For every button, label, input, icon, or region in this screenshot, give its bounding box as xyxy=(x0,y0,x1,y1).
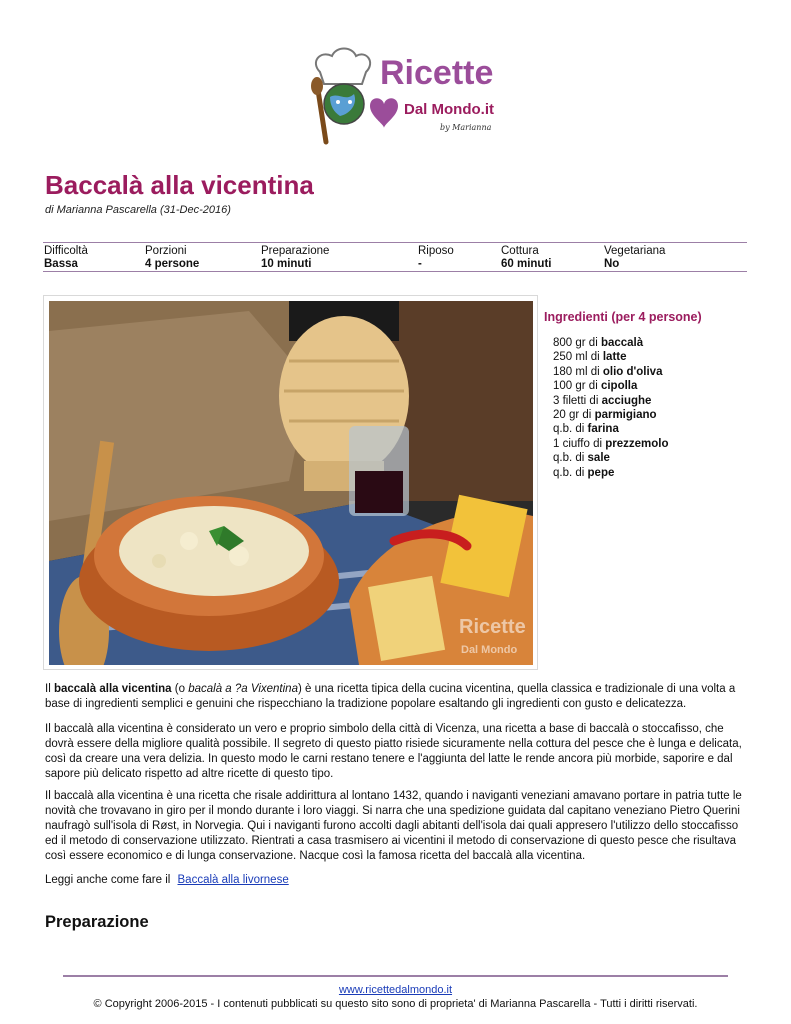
preparation-heading: Preparazione xyxy=(45,913,149,931)
ingredient-item: 1 ciuffo di prezzemolo xyxy=(553,437,669,450)
info-label: Porzioni xyxy=(145,245,187,257)
info-cook-time xyxy=(501,245,551,271)
logo-graphic xyxy=(300,42,500,152)
footer-site-link[interactable]: www.ricettedalmondo.it xyxy=(338,984,453,996)
related-recipe-link[interactable]: Baccalà alla livornese xyxy=(177,874,289,886)
info-vegetarian xyxy=(604,245,665,271)
footer-divider xyxy=(63,975,728,977)
info-label: Vegetariana xyxy=(604,245,666,257)
photo-watermark-line1: Ricette xyxy=(459,616,526,638)
logo-text-by: by Marianna xyxy=(440,123,492,132)
recipe-byline: di Marianna Pascarella (31-Dec-2016) xyxy=(45,204,231,216)
info-value: 10 minuti xyxy=(261,258,312,270)
history-paragraph-2: Il baccalà alla vicentina è una ricetta che risale addirittura al lontano 1432, quando i naviganti veneziani amavano portare in patria tutte le novità che trovavano in giro per il mondo durante i loro viaggi. Si narra che una spedizione guidata dal capitano veneziano Pietro Querini naufragò sull'isola di Røst, in Norvegia. Qui i naviganti furono accolti dagli abitanti dell'isola dai quali appresero l'utilizzo dello stoccafisso ed il metodo di conservazione utilizzato. Rientrati a casa trasmisero ai vicentini il metodo di conservazione di questo pesce che risultava così essere economico e di lunga conservazione. Nacque così la famosa ricetta del baccalà alla vicentina. xyxy=(45,790,742,862)
ingredient-item: 800 gr di baccalà xyxy=(553,337,644,349)
site-logo[interactable] xyxy=(300,42,500,152)
info-value: 60 minuti xyxy=(501,258,552,270)
ingredient-item: 180 ml di olio d'oliva xyxy=(553,365,663,378)
history-paragraph-1: Il baccalà alla vicentina è considerato un vero e proprio simbolo della città di Vicenza, una ricetta a base di baccalà o stoccafisso, che dovrà essere della migliore qualità possibile. Il segreto di questo piatto risiede sicuramente nella cottura del pesce che è lunga e delicata, così da creare una vera delizia. In questo modo le carni restano tenere e l'aggiunta del latte le rende ancora più morbide, saporire e dal sapore più delicato rispetto ad altre ricette di questo tipo. xyxy=(45,723,742,780)
ingredients-title: Ingredienti (per 4 persone) xyxy=(544,310,702,324)
info-value: 4 persone xyxy=(145,258,200,270)
ingredient-item: 100 gr di cipolla xyxy=(553,380,638,393)
ingredients-list xyxy=(553,336,668,480)
ingredient-item: q.b. di pepe xyxy=(553,466,615,479)
logo-text-dalmondo: Dal Mondo.it xyxy=(404,101,494,118)
info-prep-time xyxy=(261,245,329,271)
info-label: Cottura xyxy=(501,245,539,257)
related-recipe-paragraph: Leggi anche come fare il Baccalà alla livornese xyxy=(45,874,289,886)
footer-copyright: © Copyright 2006-2015 - I contenuti pubblicati su questo sito sono di proprieta' di Marianna Pascarella - Tutti i diritti riservati. xyxy=(93,998,698,1010)
recipe-info-table xyxy=(43,242,747,272)
recipe-title: Baccalà alla vicentina xyxy=(45,170,314,200)
intro-paragraph: Il baccalà alla vicentina (o bacalà a ?a Vixentina) è una ricetta tipica della cucina vicentina, quella classica e tradizionale di una volta a base di ingredienti semplici e genuini che rispecchiano la tradizione popolare esaltando gli ingredienti con gusto e delicatezza. xyxy=(45,683,736,710)
recipe-photo xyxy=(43,295,538,670)
info-label: Riposo xyxy=(418,245,454,257)
ingredient-item: q.b. di farina xyxy=(553,423,619,436)
info-rest-time xyxy=(418,245,454,271)
info-difficulty xyxy=(44,245,88,271)
ingredient-item: 3 filetti di acciughe xyxy=(553,394,652,407)
ingredient-item: 250 ml di latte xyxy=(553,351,627,364)
ingredient-item: 20 gr di parmigiano xyxy=(553,409,657,422)
photo-watermark-line2: Dal Mondo xyxy=(461,644,518,656)
info-value: No xyxy=(604,258,620,270)
info-servings xyxy=(145,245,199,271)
ingredient-item: q.b. di sale xyxy=(553,452,610,465)
recipe-photo-image xyxy=(49,301,533,665)
info-label: Difficoltà xyxy=(44,245,88,257)
logo-text-ricette: Ricette xyxy=(380,54,494,92)
info-value: Bassa xyxy=(44,258,78,270)
info-value: - xyxy=(418,258,422,270)
info-label: Preparazione xyxy=(261,245,330,257)
